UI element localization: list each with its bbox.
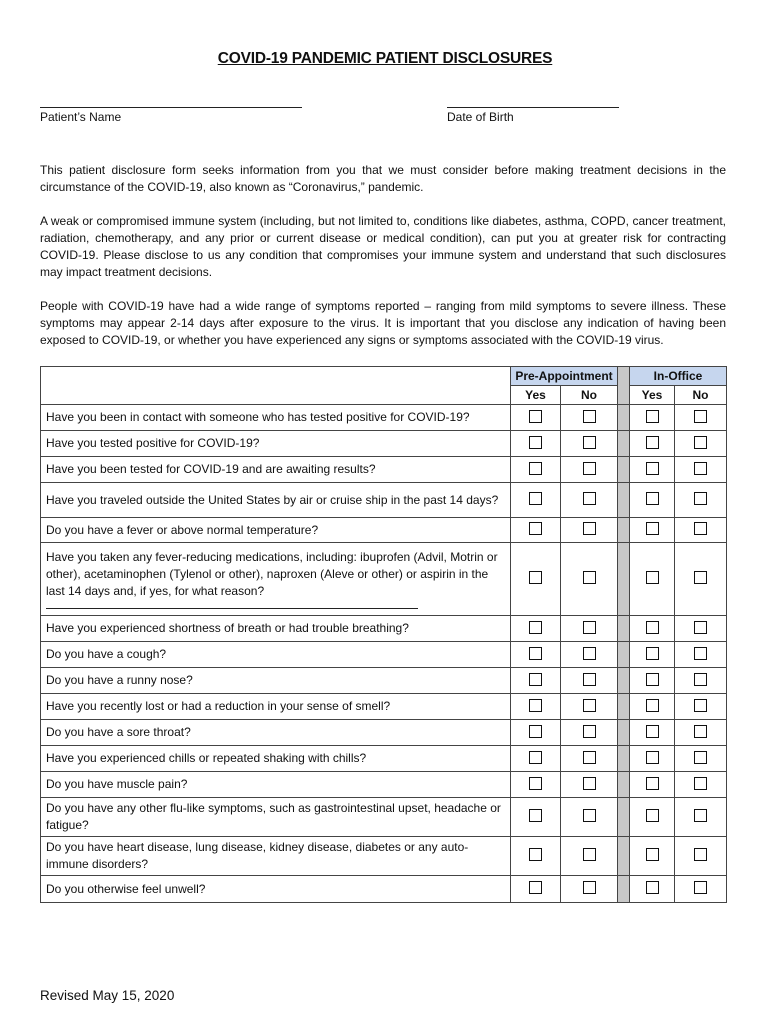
checkbox-cell <box>511 772 561 798</box>
in-office-no-checkbox[interactable] <box>694 751 707 764</box>
checkbox-cell <box>630 431 675 457</box>
pre-appointment-header: Pre-Appointment <box>511 367 618 386</box>
question-text: Do you have a fever or above normal temperature? <box>41 518 511 543</box>
table-row <box>41 746 727 772</box>
in-office-yes-checkbox[interactable] <box>646 462 659 475</box>
question-text: Do you have heart disease, lung disease, kidney disease, diabetes or any auto-immune disorders? <box>41 837 511 876</box>
pre-appointment-yes-checkbox[interactable] <box>529 809 542 822</box>
checkbox-cell <box>675 772 727 798</box>
reason-line[interactable] <box>46 600 418 609</box>
pre-appointment-yes-checkbox[interactable] <box>529 777 542 790</box>
in-office-yes-checkbox[interactable] <box>646 777 659 790</box>
pre-appointment-no-checkbox[interactable] <box>583 571 596 584</box>
page-title: COVID-19 PANDEMIC PATIENT DISCLOSURES <box>217 50 553 67</box>
in-office-no-checkbox[interactable] <box>694 462 707 475</box>
checkbox-cell <box>630 772 675 798</box>
question-text: Have you tested positive for COVID-19? <box>41 431 511 457</box>
question-text: Have you been in contact with someone who has tested positive for COVID-19? <box>41 405 511 431</box>
in-office-yes-checkbox[interactable] <box>646 492 659 505</box>
checkbox-cell <box>561 405 618 431</box>
column-separator <box>618 642 630 668</box>
checkbox-cell <box>561 616 618 642</box>
checkbox-cell <box>630 694 675 720</box>
checkbox-cell <box>675 642 727 668</box>
checkbox-cell <box>511 668 561 694</box>
pre-appointment-yes-checkbox[interactable] <box>529 522 542 535</box>
checkbox-cell <box>675 616 727 642</box>
pre-appointment-yes-checkbox[interactable] <box>529 699 542 712</box>
pre-appointment-no-checkbox[interactable] <box>583 725 596 738</box>
pre-appointment-no-checkbox[interactable] <box>583 410 596 423</box>
pre-yes-header: Yes <box>511 386 561 405</box>
checkbox-cell <box>630 457 675 483</box>
in-office-yes-checkbox[interactable] <box>646 725 659 738</box>
disclosure-table <box>40 366 727 903</box>
checkbox-cell <box>561 642 618 668</box>
table-row <box>41 720 727 746</box>
checkbox-cell <box>675 405 727 431</box>
column-separator <box>618 668 630 694</box>
table-row <box>41 616 727 642</box>
pre-appointment-no-checkbox[interactable] <box>583 673 596 686</box>
in-office-yes-checkbox[interactable] <box>646 881 659 894</box>
pre-appointment-yes-checkbox[interactable] <box>529 673 542 686</box>
checkbox-cell <box>511 405 561 431</box>
checkbox-cell <box>630 483 675 518</box>
question-text: Have you experienced shortness of breath or had trouble breathing? <box>41 616 511 642</box>
checkbox-cell <box>511 642 561 668</box>
in-office-no-checkbox[interactable] <box>694 410 707 423</box>
checkbox-cell <box>561 518 618 543</box>
in-office-yes-checkbox[interactable] <box>646 809 659 822</box>
table-row <box>41 694 727 720</box>
in-office-yes-checkbox[interactable] <box>646 751 659 764</box>
pre-appointment-no-checkbox[interactable] <box>583 699 596 712</box>
in-office-no-checkbox[interactable] <box>694 809 707 822</box>
revision-date: Revised May 15, 2020 <box>40 988 175 1003</box>
in-office-yes-checkbox[interactable] <box>646 647 659 660</box>
table-row <box>41 837 727 876</box>
checkbox-cell <box>561 543 618 616</box>
checkbox-cell <box>630 746 675 772</box>
pre-appointment-yes-checkbox[interactable] <box>529 571 542 584</box>
table-row <box>41 405 727 431</box>
column-separator <box>618 457 630 483</box>
column-separator <box>618 616 630 642</box>
column-separator <box>618 876 630 903</box>
checkbox-cell <box>675 518 727 543</box>
question-text: Have you been tested for COVID-19 and are awaiting results? <box>41 457 511 483</box>
pre-appointment-no-checkbox[interactable] <box>583 436 596 449</box>
checkbox-cell <box>511 616 561 642</box>
immune-paragraph: A weak or compromised immune system (including, but not limited to, conditions like diabetes, asthma, COPD, cancer treatment, radiation, chemotherapy, and any prior or current disease or medical condition), can put you at greater risk for contracting COVID-19. Please disclose to us any condition that compromises your immune system and understand that such disclosures may impact treatment decisions. <box>40 214 726 279</box>
checkbox-cell <box>561 457 618 483</box>
in-office-no-checkbox[interactable] <box>694 492 707 505</box>
checkbox-cell <box>630 616 675 642</box>
pre-appointment-yes-checkbox[interactable] <box>529 647 542 660</box>
in-office-yes-checkbox[interactable] <box>646 436 659 449</box>
checkbox-cell <box>675 431 727 457</box>
checkbox-cell <box>675 876 727 903</box>
pre-appointment-no-checkbox[interactable] <box>583 492 596 505</box>
question-text: Do you otherwise feel unwell? <box>41 876 511 903</box>
checkbox-cell <box>675 720 727 746</box>
column-separator <box>618 837 630 876</box>
patient-name-line[interactable] <box>40 95 302 108</box>
pre-appointment-no-checkbox[interactable] <box>583 647 596 660</box>
column-separator <box>618 483 630 518</box>
checkbox-cell <box>630 798 675 837</box>
in-office-no-checkbox[interactable] <box>694 571 707 584</box>
question-text: Do you have a sore throat? <box>41 720 511 746</box>
column-separator <box>618 431 630 457</box>
in-office-yes-checkbox[interactable] <box>646 410 659 423</box>
column-separator <box>618 367 630 405</box>
pre-appointment-yes-checkbox[interactable] <box>529 462 542 475</box>
checkbox-cell <box>511 876 561 903</box>
table-row <box>41 543 727 616</box>
pre-appointment-no-checkbox[interactable] <box>583 522 596 535</box>
column-separator <box>618 798 630 837</box>
pre-appointment-no-checkbox[interactable] <box>583 777 596 790</box>
checkbox-cell <box>511 798 561 837</box>
table-row <box>41 642 727 668</box>
checkbox-cell <box>561 431 618 457</box>
checkbox-cell <box>630 876 675 903</box>
date-of-birth-line[interactable] <box>447 95 619 108</box>
table-row <box>41 431 727 457</box>
question-text: Do you have a runny nose? <box>41 668 511 694</box>
checkbox-cell <box>675 746 727 772</box>
checkbox-cell <box>511 720 561 746</box>
pre-appointment-yes-checkbox[interactable] <box>529 725 542 738</box>
question-text: Do you have any other flu-like symptoms, such as gastrointestinal upset, headache or fatigue? <box>41 798 511 837</box>
checkbox-cell <box>511 837 561 876</box>
checkbox-cell <box>511 694 561 720</box>
checkbox-cell <box>561 694 618 720</box>
in-office-no-checkbox[interactable] <box>694 673 707 686</box>
checkbox-cell <box>630 405 675 431</box>
table-row <box>41 457 727 483</box>
column-separator <box>618 518 630 543</box>
checkbox-cell <box>630 720 675 746</box>
checkbox-cell <box>561 668 618 694</box>
symptoms-paragraph: People with COVID-19 have had a wide range of symptoms reported – ranging from mild symptoms to severe illness. These symptoms may appear 2-14 days after exposure to the virus. It is important that you disclose any indication of having been exposed to COVID-19, or whether you have experienced any signs or symptoms associated with the COVID-19 virus. <box>40 299 726 347</box>
question-header <box>41 367 511 405</box>
in-office-yes-checkbox[interactable] <box>646 522 659 535</box>
date-of-birth-label: Date of Birth <box>447 110 514 124</box>
in-office-no-checkbox[interactable] <box>694 777 707 790</box>
in-office-no-checkbox[interactable] <box>694 881 707 894</box>
checkbox-cell <box>511 543 561 616</box>
in-office-no-checkbox[interactable] <box>694 647 707 660</box>
checkbox-cell <box>511 483 561 518</box>
table-row <box>41 772 727 798</box>
table-row <box>41 668 727 694</box>
in-office-yes-checkbox[interactable] <box>646 571 659 584</box>
checkbox-cell <box>561 720 618 746</box>
pre-appointment-yes-checkbox[interactable] <box>529 621 542 634</box>
checkbox-cell <box>675 668 727 694</box>
table-row <box>41 483 727 518</box>
question-text: Have you taken any fever-reducing medications, including: ibuprofen (Advil, Motrin or other), acetaminophen (Tylenol or other), naproxen (Aleve or other) or aspirin in the last 14 days and, if yes, for what reason? <box>46 550 498 598</box>
checkbox-cell <box>561 837 618 876</box>
patient-name-label: Patient’s Name <box>40 110 122 124</box>
checkbox-cell <box>675 694 727 720</box>
in-office-no-checkbox[interactable] <box>694 522 707 535</box>
question-text: Have you traveled outside the United States by air or cruise ship in the past 14 days? <box>41 483 511 518</box>
checkbox-cell <box>630 518 675 543</box>
question-rows <box>41 405 727 903</box>
pre-appointment-yes-checkbox[interactable] <box>529 492 542 505</box>
checkbox-cell <box>511 518 561 543</box>
intro-paragraph: This patient disclosure form seeks information from you that we must consider before making treatment decisions in the circumstance of the COVID-19, also known as “Coronavirus,” pandemic. <box>40 163 726 194</box>
pre-appointment-no-checkbox[interactable] <box>583 848 596 861</box>
checkbox-cell <box>511 431 561 457</box>
in-office-header: In-Office <box>630 367 727 386</box>
checkbox-cell <box>630 668 675 694</box>
pre-appointment-yes-checkbox[interactable] <box>529 751 542 764</box>
in-office-no-checkbox[interactable] <box>694 621 707 634</box>
pre-appointment-no-checkbox[interactable] <box>583 751 596 764</box>
pre-appointment-no-checkbox[interactable] <box>583 809 596 822</box>
question-text: Have you experienced chills or repeated shaking with chills? <box>41 746 511 772</box>
in-office-no-checkbox[interactable] <box>694 699 707 712</box>
checkbox-cell <box>675 798 727 837</box>
checkbox-cell <box>675 483 727 518</box>
pre-appointment-no-checkbox[interactable] <box>583 462 596 475</box>
pre-appointment-yes-checkbox[interactable] <box>529 410 542 423</box>
checkbox-cell <box>561 772 618 798</box>
pre-no-header: No <box>561 386 618 405</box>
column-separator <box>618 694 630 720</box>
table-row <box>41 798 727 837</box>
pre-appointment-yes-checkbox[interactable] <box>529 436 542 449</box>
question-text: Do you have a cough? <box>41 642 511 668</box>
in-office-yes-checkbox[interactable] <box>646 699 659 712</box>
in-yes-header: Yes <box>630 386 675 405</box>
pre-appointment-no-checkbox[interactable] <box>583 621 596 634</box>
in-office-yes-checkbox[interactable] <box>646 673 659 686</box>
column-separator <box>618 746 630 772</box>
in-office-yes-checkbox[interactable] <box>646 848 659 861</box>
question-cell <box>41 543 511 616</box>
checkbox-cell <box>630 642 675 668</box>
checkbox-cell <box>511 746 561 772</box>
checkbox-cell <box>561 876 618 903</box>
checkbox-cell <box>561 483 618 518</box>
pre-appointment-yes-checkbox[interactable] <box>529 881 542 894</box>
question-text: Do you have muscle pain? <box>41 772 511 798</box>
column-separator <box>618 543 630 616</box>
in-office-no-checkbox[interactable] <box>694 725 707 738</box>
in-office-no-checkbox[interactable] <box>694 436 707 449</box>
column-separator <box>618 405 630 431</box>
table-row <box>41 876 727 903</box>
table-row <box>41 518 727 543</box>
pre-appointment-no-checkbox[interactable] <box>583 881 596 894</box>
in-office-yes-checkbox[interactable] <box>646 621 659 634</box>
checkbox-cell <box>675 837 727 876</box>
checkbox-cell <box>675 457 727 483</box>
checkbox-cell <box>630 837 675 876</box>
checkbox-cell <box>511 457 561 483</box>
checkbox-cell <box>675 543 727 616</box>
checkbox-cell <box>561 746 618 772</box>
column-separator <box>618 772 630 798</box>
column-separator <box>618 720 630 746</box>
checkbox-cell <box>561 798 618 837</box>
checkbox-cell <box>630 543 675 616</box>
question-text: Have you recently lost or had a reduction in your sense of smell? <box>41 694 511 720</box>
pre-appointment-yes-checkbox[interactable] <box>529 848 542 861</box>
in-no-header: No <box>675 386 727 405</box>
in-office-no-checkbox[interactable] <box>694 848 707 861</box>
